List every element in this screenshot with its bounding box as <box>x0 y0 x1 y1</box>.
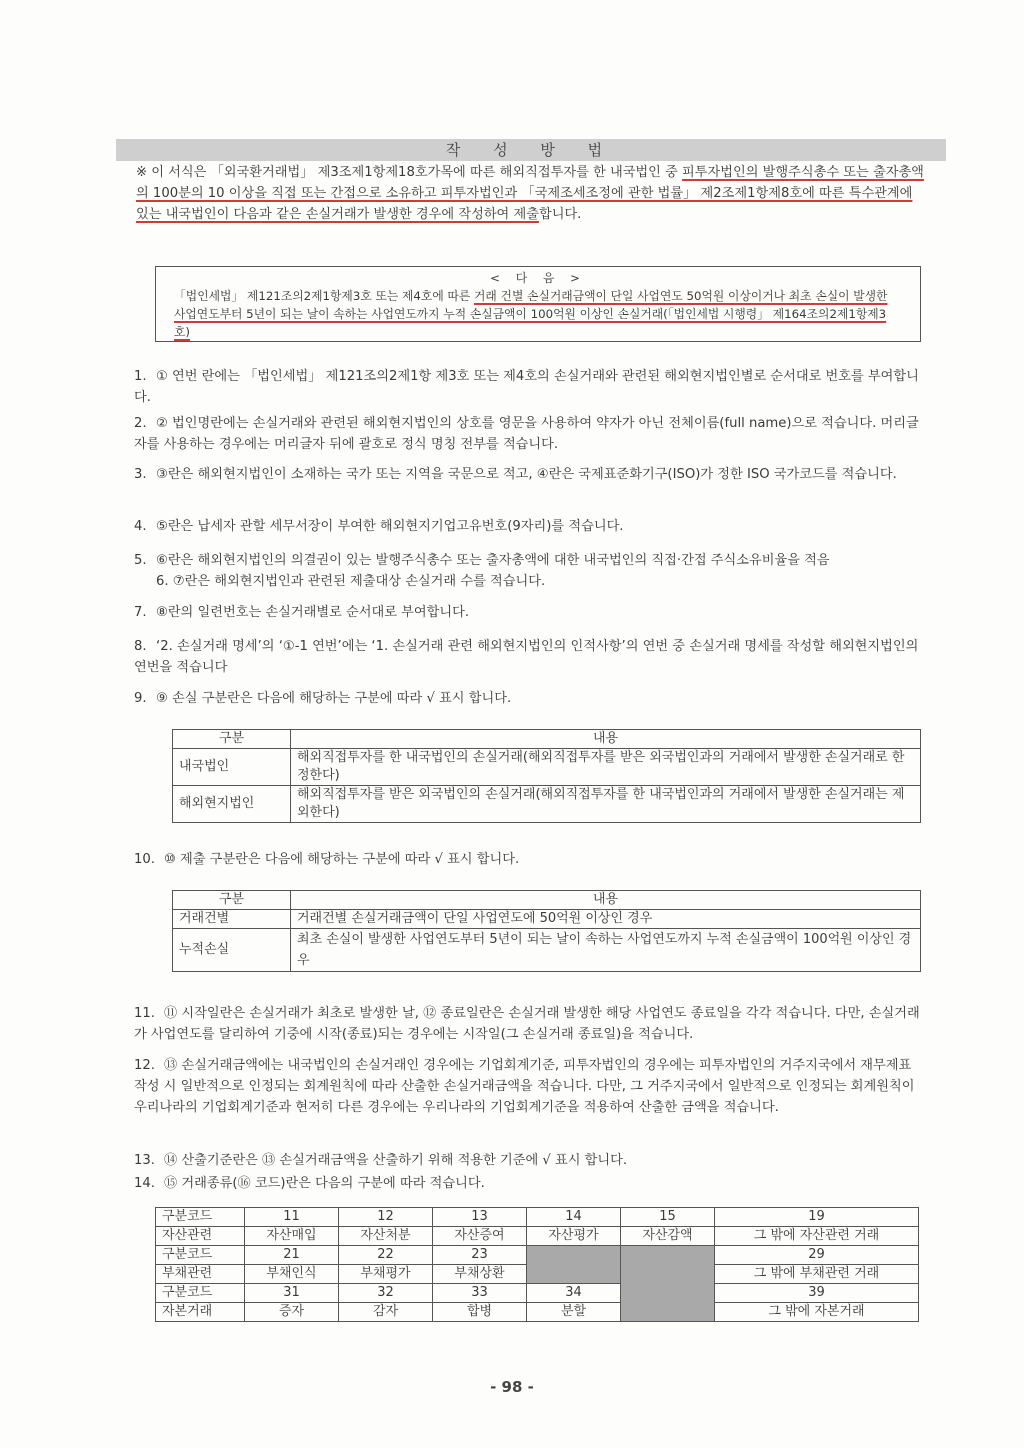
table-cell: 29 <box>715 1246 919 1265</box>
table-cell: 최초 손실이 발생한 사업연도부터 5년이 되는 날이 속하는 사업연도까지 누적 손실금액이 100억원 이상인 경우 <box>291 929 921 972</box>
table-row <box>173 910 921 929</box>
instruction-item-10 <box>134 849 928 870</box>
table-cell: 자산증여 <box>433 1227 527 1246</box>
table-cell: 33 <box>433 1284 527 1303</box>
item-number: 8. <box>134 639 147 654</box>
item-number: 13. <box>134 1153 155 1168</box>
intro-text: ※ 이 서식은 「외국환거래법」 제3조제1항제18호가목에 따른 해외직접투자를 한 내국법인 중 <box>136 165 683 180</box>
table-cell: 부채인식 <box>245 1265 339 1284</box>
table-cell: 합병 <box>433 1303 527 1322</box>
shaded-cell <box>621 1246 715 1322</box>
table-row <box>156 1284 919 1303</box>
table-cell: 22 <box>339 1246 433 1265</box>
table-cell: 증자 <box>245 1303 339 1322</box>
table-header-cell: 내용 <box>291 730 921 749</box>
instruction-item-8 <box>134 636 928 678</box>
table-cell: 누적손실 <box>173 929 291 972</box>
table-cell: 자본거래 <box>156 1303 245 1322</box>
table-row <box>173 786 921 823</box>
item-number: 3. <box>134 467 147 482</box>
table-cell: 자산감액 <box>621 1227 715 1246</box>
table-cell: 부채관련 <box>156 1265 245 1284</box>
instruction-item-11 <box>134 1003 928 1045</box>
table-cell: 12 <box>339 1208 433 1227</box>
table-cell: 구분코드 <box>156 1208 245 1227</box>
table-header-cell: 내용 <box>291 891 921 910</box>
item-text: ③란은 해외현지법인이 소재하는 국가 또는 지역을 국문으로 적고, ④란은 국제표준화기구(ISO)가 정한 ISO 국가코드를 적습니다. <box>156 467 897 482</box>
item-number: 1. <box>134 369 147 384</box>
table-cell: 자산관련 <box>156 1227 245 1246</box>
table-cell: 거래건별 손실거래금액이 단일 사업연도에 50억원 이상인 경우 <box>291 910 921 929</box>
item-text: ⑩ 제출 구분란은 다음에 해당하는 구분에 따라 √ 표시 합니다. <box>164 852 520 867</box>
item-text: ⑮ 거래종류(⑯ 코드)란은 다음의 구분에 따라 적습니다. <box>164 1176 485 1191</box>
table-cell: 감자 <box>339 1303 433 1322</box>
intro-underlined-text: 피투자법인의 발행주식총수 또는 출자총액의 100분의 10 이상을 직접 또는 간접으로 소유하고 피투자법인과 「국제조세조정에 관한 법률」 제2조제1항제8호에 따른 특수관계에 있는 내국법인이 다음과 같은 손실거래가 발생한 경우에 작성하여 제출 <box>136 165 924 222</box>
table-row <box>156 1303 919 1322</box>
table-header-cell: 구분 <box>173 891 291 910</box>
instruction-item-9 <box>134 688 928 709</box>
table-cell: 19 <box>715 1208 919 1227</box>
table-cell: 분할 <box>527 1303 621 1322</box>
transaction-code-table <box>155 1207 919 1322</box>
table-header-cell: 구분 <box>173 730 291 749</box>
box-text-underlined: 거래 건별 손실거래금액이 단일 사업연도 50억원 이상이거나 최초 손실이 발생한 사업연도부터 5년이 되는 날이 속하는 사업연도까지 누적 손실금액이 100억원 이상인 손실거래(「법인세법 시행령」 제164조의2제1항제3호) <box>174 289 888 339</box>
table-cell: 내국법인 <box>173 749 291 786</box>
item-text: ⑬ 손실거래금액에는 내국법인의 손실거래인 경우에는 기업회계기준, 피투자법인의 경우에는 피투자법인의 거주지국에서 재무제표 작성 시 일반적으로 인정되는 회계원칙에 따라 산출한 손실거래금액을 적습니다. 다만, 그 거주지국에서 일반적으로 인정되는 회계원칙이 우리나라의 기업회계기준과 현저히 다른 경우에는 우리나라의 기업회계기준을 적용하여 산출한 금액을 적습니다. <box>134 1058 915 1115</box>
item-number: 5. <box>134 553 147 568</box>
instruction-item-14 <box>134 1173 928 1194</box>
table-row <box>156 1227 919 1246</box>
table-cell: 해외직접투자를 한 내국법인의 손실거래(해외직접투자를 받은 외국법인과의 거래에서 발생한 손실거래로 한정한다) <box>291 749 921 786</box>
table-cell: 해외직접투자를 받은 외국법인의 손실거래(해외직접투자를 한 내국법인과의 거래에서 발생한 손실거래는 제외한다) <box>291 786 921 823</box>
table-cell: 해외현지법인 <box>173 786 291 823</box>
box-text-plain: 「법인세법」 제121조의2제1항제3호 또는 제4호에 따른 <box>174 289 475 303</box>
table-cell: 그 밖에 자본거래 <box>715 1303 919 1322</box>
table-cell: 15 <box>621 1208 715 1227</box>
item-text: ‘2. 손실거래 명세’의 ‘①-1 연번’에는 ‘1. 손실거래 관련 해외현지법인의 인적사항’의 연번 중 손실거래 명세를 작성할 해외현지법인의 연번을 적습니다 <box>134 639 919 675</box>
table-cell: 34 <box>527 1284 621 1303</box>
submit-type-table <box>172 890 921 972</box>
item-text: ⑪ 시작일란은 손실거래가 최초로 발생한 날, ⑫ 종료일란은 손실거래 발생한 해당 사업연도 종료일을 각각 적습니다. 다만, 손실거래가 사업연도를 달리하여 기중에 시작(종료)되는 경우에는 시작일(그 손실거래 종료일)을 적습니다. <box>134 1006 920 1042</box>
item-text: ② 법인명란에는 손실거래와 관련된 해외현지법인의 상호를 영문을 사용하여 약자가 아닌 전체이름(full name)으로 적습니다. 머리글자를 사용하는 경우에는 머리글자 뒤에 괄호로 정식 명칭 전부를 적습니다. <box>134 416 919 452</box>
page-number: - 98 - <box>490 1378 534 1396</box>
instruction-item-6 <box>134 571 950 592</box>
box-heading: < 다 음 > <box>490 271 586 285</box>
item-number: 2. <box>134 416 147 431</box>
table-cell: 구분코드 <box>156 1246 245 1265</box>
instruction-item-2 <box>134 413 928 455</box>
item-text: 6. ⑦란은 해외현지법인과 관련된 제출대상 손실거래 수를 적습니다. <box>156 574 546 589</box>
table-row <box>156 1246 919 1265</box>
table-cell: 자산처분 <box>339 1227 433 1246</box>
table-header-row <box>173 730 921 749</box>
item-number: 12. <box>134 1058 155 1073</box>
item-text: ① 연번 란에는 「법인세법」 제121조의2제1항 제3호 또는 제4호의 손실거래와 관련된 해외현지법인별로 순서대로 번호를 부여합니다. <box>134 369 919 405</box>
item-text: ⑨ 손실 구분란은 다음에 해당하는 구분에 따라 √ 표시 합니다. <box>156 691 512 706</box>
table-cell: 부채상환 <box>433 1265 527 1284</box>
table-cell: 21 <box>245 1246 339 1265</box>
table-row <box>173 929 921 972</box>
table-cell: 그 밖에 부채관련 거래 <box>715 1265 919 1284</box>
intro-end: 합니다. <box>538 207 582 222</box>
table-row <box>173 749 921 786</box>
table-cell: 31 <box>245 1284 339 1303</box>
item-number: 11. <box>134 1006 155 1021</box>
box-text <box>174 287 902 341</box>
table-cell: 그 밖에 자산관련 거래 <box>715 1227 919 1246</box>
item-number: 7. <box>134 605 147 620</box>
table-cell: 23 <box>433 1246 527 1265</box>
table-cell: 자산평가 <box>527 1227 621 1246</box>
table-header-row <box>173 891 921 910</box>
loss-type-table <box>172 729 921 823</box>
item-number: 10. <box>134 852 155 867</box>
table-cell: 32 <box>339 1284 433 1303</box>
table-cell: 14 <box>527 1208 621 1227</box>
table-cell: 자산매입 <box>245 1227 339 1246</box>
table-row <box>156 1208 919 1227</box>
criteria-box <box>155 266 921 342</box>
item-text: ⑥란은 해외현지법인의 의결권이 있는 발행주식총수 또는 출자총액에 대한 내국법인의 직접·간접 주식소유비율을 적음 <box>156 553 830 568</box>
instruction-item-4 <box>134 516 928 537</box>
instruction-item-3 <box>134 464 928 485</box>
section-title: 작 성 방 법 <box>116 139 946 161</box>
item-text: ⑧란의 일련번호는 손실거래별로 순서대로 부여합니다. <box>156 605 470 620</box>
instruction-item-7 <box>134 602 928 623</box>
shaded-cell <box>527 1246 621 1284</box>
instruction-item-12 <box>134 1055 928 1118</box>
item-number: 4. <box>134 519 147 534</box>
item-text: ⑤란은 납세자 관할 세무서장이 부여한 해외현지기업고유번호(9자리)를 적습니다. <box>156 519 624 534</box>
table-cell: 13 <box>433 1208 527 1227</box>
table-cell: 11 <box>245 1208 339 1227</box>
table-cell: 구분코드 <box>156 1284 245 1303</box>
instruction-item-1 <box>134 366 928 408</box>
item-number: 9. <box>134 691 147 706</box>
item-number: 14. <box>134 1176 155 1191</box>
instruction-item-13 <box>134 1150 928 1171</box>
instruction-item-5 <box>134 550 928 571</box>
table-cell: 39 <box>715 1284 919 1303</box>
item-text: ⑭ 산출기준란은 ⑬ 손실거래금액을 산출하기 위해 적용한 기준에 √ 표시 합니다. <box>164 1153 628 1168</box>
table-cell: 부채평가 <box>339 1265 433 1284</box>
table-cell: 거래건별 <box>173 910 291 929</box>
intro-paragraph <box>136 162 928 225</box>
